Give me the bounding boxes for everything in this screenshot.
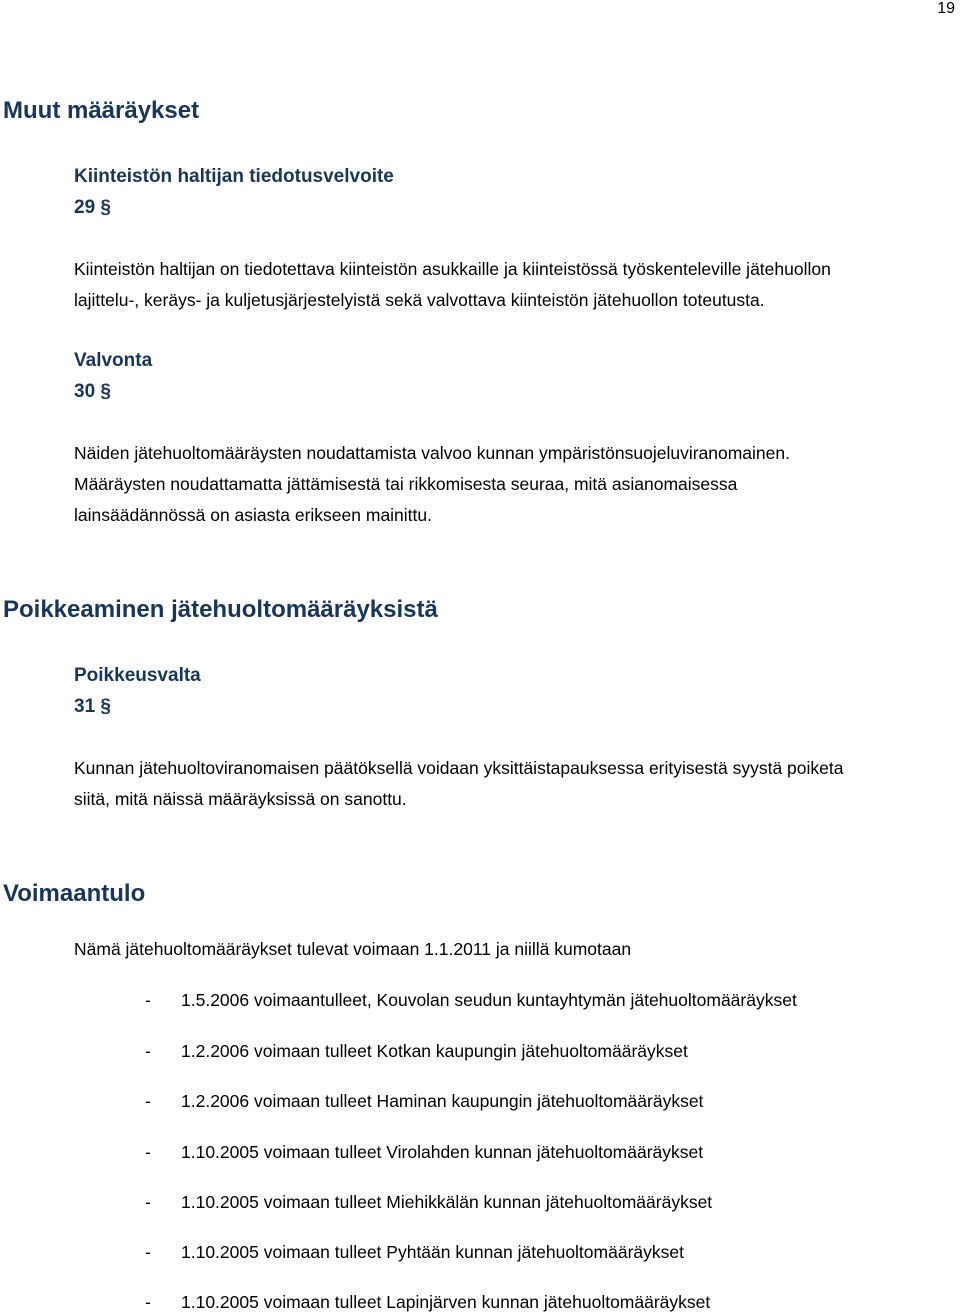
body-text-line: lajittelu-, keräys- ja kuljetusjärjestelyistä sekä valvottava kiinteistön jätehuollon toteutusta. [74, 290, 765, 310]
list-dash: - [145, 1091, 151, 1111]
paragraph-number-31: 31 § [74, 696, 111, 717]
list-item-text: 1.10.2005 voimaan tulleet Miehikkälän kunnan jätehuoltomääräykset [181, 1192, 713, 1212]
page-number: 19 [937, 0, 955, 17]
body-text-line: siitä, mitä näissä määräyksissä on sanottu. [74, 789, 407, 809]
section-heading-muut: Muut määräykset [3, 97, 200, 124]
section-heading-voimaantulo: Voimaantulo [3, 880, 146, 907]
list-dash: - [145, 990, 151, 1010]
list-item [145, 1290, 710, 1314]
list-item [145, 1089, 703, 1113]
body-text-line: Näiden jätehuoltomääräysten noudattamista valvoo kunnan ympäristönsuojeluviranomainen. [74, 443, 790, 463]
subsection-title-poikkeusvalta: Poikkeusvalta [74, 665, 201, 686]
list-item [145, 1240, 684, 1264]
body-text-line: Kiinteistön haltijan on tiedotettava kiinteistön asukkaille ja kiinteistössä työskenteleville jätehuollon [74, 259, 831, 279]
list-dash: - [145, 1041, 151, 1061]
list-item-text: 1.2.2006 voimaan tulleet Kotkan kaupungin jätehuoltomääräykset [181, 1041, 688, 1061]
list-dash: - [145, 1242, 151, 1262]
paragraph-number-29: 29 § [74, 197, 111, 218]
list-item-text: 1.2.2006 voimaan tulleet Haminan kaupungin jätehuoltomääräykset [181, 1091, 704, 1111]
list-dash: - [145, 1192, 151, 1212]
subsection-title-tiedotusvelvoite: Kiinteistön haltijan tiedotusvelvoite [74, 166, 394, 187]
voimaantulo-intro: Nämä jätehuoltomääräykset tulevat voimaan 1.1.2011 ja niillä kumotaan [74, 939, 632, 959]
body-text-line: Kunnan jätehuoltoviranomaisen päätöksellä voidaan yksittäistapauksessa erityisestä syystä poiketa [74, 758, 844, 778]
list-item-text: 1.10.2005 voimaan tulleet Lapinjärven kunnan jätehuoltomääräykset [181, 1292, 711, 1312]
section-heading-poikkeaminen: Poikkeaminen jätehuoltomääräyksistä [3, 596, 438, 623]
body-text-line: Määräysten noudattamatta jättämisestä tai rikkomisesta seuraa, mitä asianomaisessa [74, 474, 738, 494]
subsection-title-valvonta: Valvonta [74, 350, 153, 371]
list-item-text: 1.5.2006 voimaantulleet, Kouvolan seudun kuntayhtymän jätehuoltomääräykset [181, 990, 797, 1010]
paragraph-number-30: 30 § [74, 381, 111, 402]
list-item-text: 1.10.2005 voimaan tulleet Pyhtään kunnan jätehuoltomääräykset [181, 1242, 684, 1262]
list-item [145, 1190, 712, 1214]
body-text-line: lainsäädännössä on asiasta erikseen mainittu. [74, 505, 432, 525]
list-dash: - [145, 1292, 151, 1312]
list-item [145, 1140, 703, 1164]
list-item [145, 988, 797, 1012]
list-item [145, 1039, 688, 1063]
list-dash: - [145, 1142, 151, 1162]
list-item-text: 1.10.2005 voimaan tulleet Virolahden kunnan jätehuoltomääräykset [181, 1142, 704, 1162]
